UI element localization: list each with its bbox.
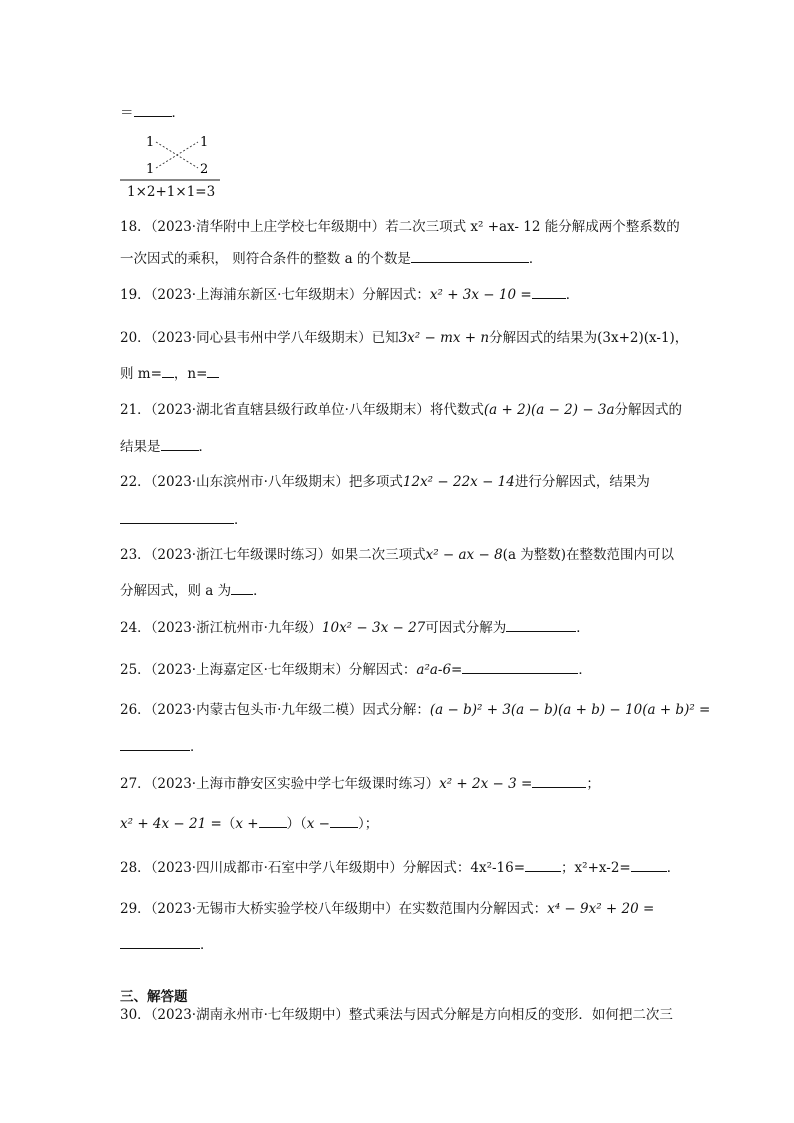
section-title: 三、解答题 [120, 989, 188, 1005]
question-30: 30．（2023·湖南永州市·七年级期中）整式乘法与因式分解是方向相反的变形．如何把二次三 [120, 1007, 673, 1023]
equals-sign: ＝ [120, 105, 134, 121]
answer-blank [411, 250, 529, 263]
question-22: 22．（2023·山东滨州市·八年级期末）把多项式12x² − 22x − 14进行分解因式，结果为 [120, 474, 650, 490]
question-29: 29．（2023·无锡市大桥实验学校八年级期中）在实数范围内分解因式：x⁴ − 9x² + 20 = [120, 901, 655, 917]
cross-top-left: 1 [146, 135, 155, 150]
question-24: 24．（2023·浙江杭州市·九年级）10x² − 3x − 27可因式分解为 ． [120, 620, 590, 636]
question-25: 25．（2023·上海嘉定区·七年级期末）分解因式：a²a-6= ． [120, 662, 592, 678]
question-26-cont: ． [120, 738, 204, 756]
question-23-cont: 分解因式，则 a 为 ． [120, 583, 267, 599]
question-29-cont: ． [120, 936, 214, 954]
cross-lines [120, 128, 230, 184]
question-19: 19．（2023·上海浦东新区·七年级期末）分解因式：x² + 3x − 10 = ． [120, 287, 580, 303]
question-28: 28．（2023·四川成都市·石室中学八年级期中）分解因式：4x²-16= ；x²+x-2= ． [120, 860, 681, 876]
question-27-line2: x² + 4x − 21 =（x + ）（x − ）； [120, 816, 379, 832]
question-22-cont: ． [120, 511, 248, 529]
answer-blank [532, 286, 566, 299]
cross-top-right: 1 [200, 135, 209, 150]
answer-blank [134, 104, 172, 117]
question-21: 21．（2023·湖北省直辖县级行政单位·八年级期末）将代数式(a + 2)(a − 2) − 3a分解因式的 [120, 402, 683, 418]
question-21-cont: 结果是 ． [120, 439, 212, 455]
question-18: 18．（2023·清华附中上庄学校七年级期中）若二次三项式 x² +ax- 12 能分解成两个整系数的 [120, 219, 680, 235]
question-20-cont: 则 m= ，n= [120, 365, 219, 383]
question-23: 23．（2023·浙江七年级课时练习）如果二次三项式x² − ax − 8(a 为整数)在整数范围内可以 [120, 547, 675, 563]
answer-line-top: ＝ ． [120, 105, 185, 121]
cross-sum: 1×2+1×1=3 [127, 184, 216, 200]
question-26: 26．（2023·内蒙古包头市·九年级二模）因式分解：(a − b)² + 3(a − b)(a + b) − 10(a + b)² = [120, 702, 711, 718]
question-27: 27．（2023·上海市静安区实验中学七年级课时练习）x² + 2x − 3 = ； [120, 776, 600, 792]
cross-bottom-left: 1 [146, 162, 155, 177]
question-20: 20．（2023·同心县韦州中学八年级期末）已知3x² − mx + n分解因式的结果为(3x+2)(x-1)， [120, 330, 689, 346]
question-18-cont: 一次因式的乘积， 则符合条件的整数 a 的个数是 ． [120, 251, 543, 267]
cross-bottom-right: 2 [200, 162, 209, 177]
